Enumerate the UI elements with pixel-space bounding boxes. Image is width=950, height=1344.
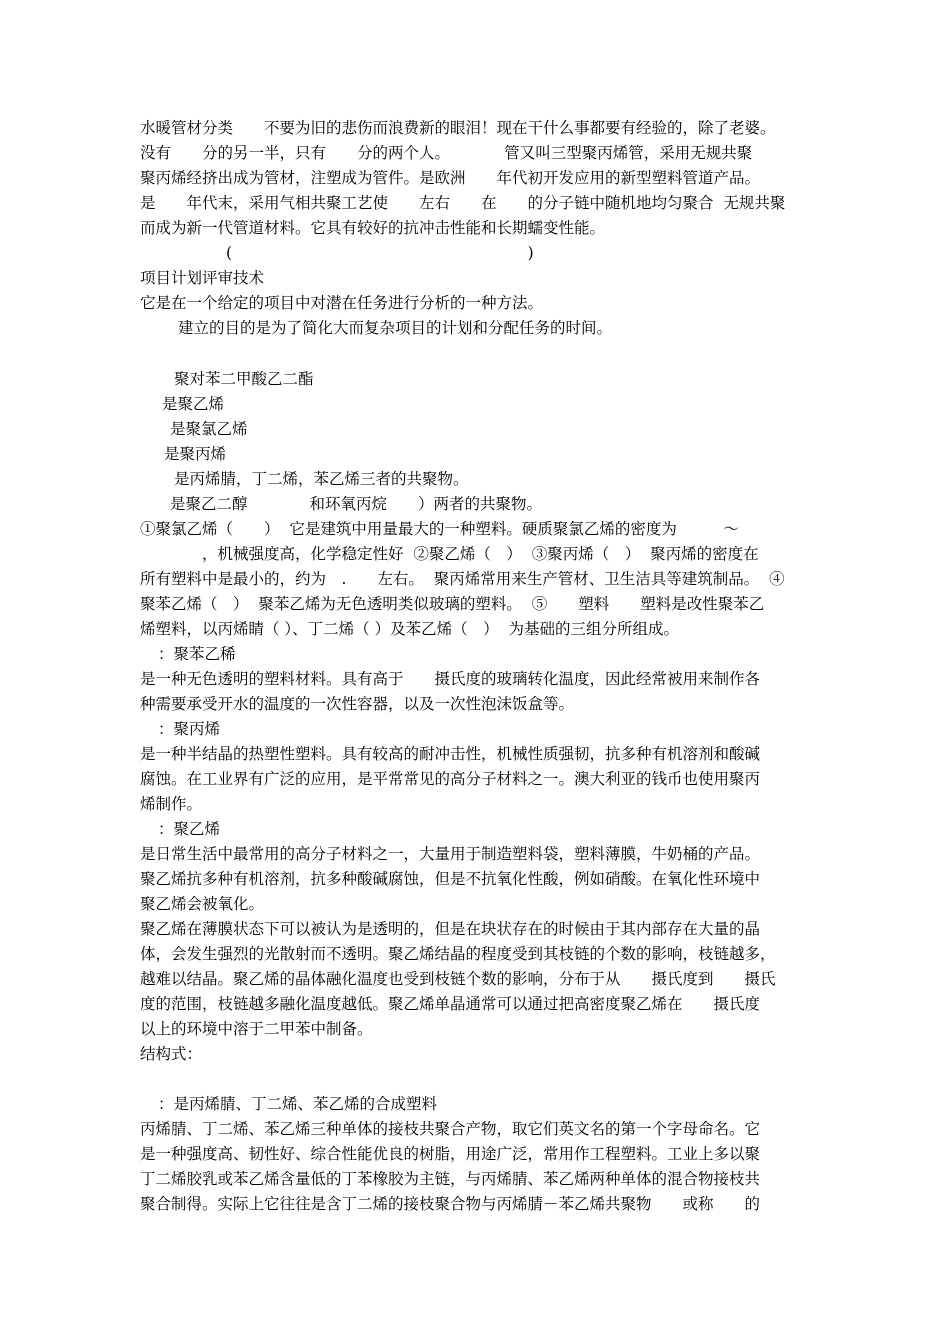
text-line: 是一种无色透明的塑料材料。具有高于 摄氏度的玻璃转化温度，因此经常被用来制作各 xyxy=(140,670,761,688)
text-line: 所有塑料中是最小的，约为 . 左右。 聚丙烯常用来生产管材、卫生洁具等建筑制品。 ④ xyxy=(140,570,785,588)
text-line: 是丙烯腈，丁二烯，苯乙烯三者的共聚物。 xyxy=(174,470,469,488)
section-heading: 项目计划评审技术 xyxy=(140,269,265,287)
text-line: ①聚氯乙烯（ ） 它是建筑中用量最大的一种塑料。硬质聚氯乙烯的密度为 ～ xyxy=(140,520,739,538)
text-line: 聚乙烯会被氧化。 xyxy=(140,895,265,913)
text-line: 是聚氯乙烯 xyxy=(170,420,248,438)
text-line: 是日常生活中最常用的高分子材料之一，大量用于制造塑料袋，塑料薄膜，牛奶桶的产品。 xyxy=(140,845,761,863)
text-line: 烯塑料，以丙烯睛（ ）、丁二烯（ ）及苯乙烯（ ） 为基础的三组分所组成。 xyxy=(140,620,679,638)
text-line: 聚丙烯经挤出成为管材，注塑成为管件。是欧洲 年代初开发应用的新型塑料管道产品。 xyxy=(140,169,761,187)
text-line: 是 年代末，采用气相共聚工艺使 左右 在 的分子链中随机地均匀聚合 无规共聚 xyxy=(140,194,786,212)
text-line: 建立的目的是为了简化大而复杂项目的计划和分配任务的时间。 xyxy=(178,319,613,337)
text-line: 聚苯乙烯（ ） 聚苯乙烯为无色透明类似玻璃的塑料。 ⑤ 塑料 塑料是改性聚苯乙 xyxy=(140,595,765,613)
text-line: 丙烯腈、丁二烯、苯乙烯三种单体的接枝共聚合产物，取它们英文名的第一个字母命名。它 xyxy=(140,1120,761,1138)
text-line: 聚乙烯抗多种有机溶剂，抗多种酸碱腐蚀，但是不抗氧化性酸，例如硝酸。在氧化性环境中 xyxy=(140,870,761,888)
text-line: 是聚丙烯 xyxy=(164,445,227,463)
text-line: 是聚乙烯 xyxy=(162,395,225,413)
text-line: 而成为新一代管道材料。它具有较好的抗冲击性能和长期蠕变性能。 xyxy=(140,219,606,237)
text-line: 丁二烯胶乳或苯乙烯含量低的丁苯橡胶为主链，与丙烯腈、苯乙烯两种单体的混合物接枝共 xyxy=(140,1170,761,1188)
text-line: 是聚乙二醇 和环氧丙烷 ）两者的共聚物。 xyxy=(170,495,543,513)
section-heading: ：聚苯乙稀 xyxy=(158,645,236,663)
section-heading: ：是丙烯腈、丁二烯、苯乙烯的合成塑料 xyxy=(158,1095,438,1113)
text-line: 聚合制得。实际上它往往是含丁二烯的接枝聚合物与丙烯腈－苯乙烯共聚物 或称 的 xyxy=(140,1195,761,1213)
text-line: 聚对苯二甲酸乙二酯 xyxy=(174,370,314,388)
text-line: 水暖管材分类 不要为旧的悲伤而浪费新的眼泪！现在干什么事都要有经验的，除了老婆。 xyxy=(140,119,776,137)
text-line: 没有 分的另一半，只有 分的两个人。 管又叫三型聚丙烯管，采用无规共聚 xyxy=(140,144,753,162)
text-line: 以上的环境中溶于二甲苯中制备。 xyxy=(140,1020,373,1038)
text-line: ( ) xyxy=(226,244,534,262)
text-line: 体，会发生强烈的光散射而不透明。聚乙烯结晶的程度受到其枝链的个数的影响，枝链越多， xyxy=(140,945,776,963)
text-line: 它是在一个给定的项目中对潜在任务进行分析的一种方法。 xyxy=(140,294,544,312)
text-line: 是一种强度高、韧性好、综合性能优良的树脂，用途广泛，常用作工程塑料。工业上多以聚 xyxy=(140,1145,761,1163)
text-line: 结构式： xyxy=(140,1045,203,1063)
text-line: 种需要承受开水的温度的一次性容器，以及一次性泡沫饭盒等。 xyxy=(140,695,575,713)
text-line: 烯制作。 xyxy=(140,795,203,813)
text-line: 聚乙烯在薄膜状态下可以被认为是透明的，但是在块状存在的时候由于其内部存在大量的晶 xyxy=(140,920,761,938)
text-line: ，机械强度高，化学稳定性好 ②聚乙烯（ ） ③聚丙烯（ ） 聚丙烯的密度在 xyxy=(202,545,759,563)
text-line: 度的范围，枝链越多融化温度越低。聚乙烯单晶通常可以通过把高密度聚乙烯在 摄氏度 xyxy=(140,995,761,1013)
text-line: 腐蚀。在工业界有广泛的应用，是平常常见的高分子材料之一。澳大利亚的钱币也使用聚丙 xyxy=(140,770,761,788)
section-heading: ：聚乙烯 xyxy=(158,820,221,838)
section-heading: ：聚丙烯 xyxy=(158,720,221,738)
text-line: 越难以结晶。聚乙烯的晶体融化温度也受到枝链个数的影响，分布于从 摄氏度到 摄氏 xyxy=(140,970,776,988)
text-line: 是一种半结晶的热塑性塑料。具有较高的耐冲击性，机械性质强韧，抗多种有机溶剂和酸碱 xyxy=(140,745,761,763)
